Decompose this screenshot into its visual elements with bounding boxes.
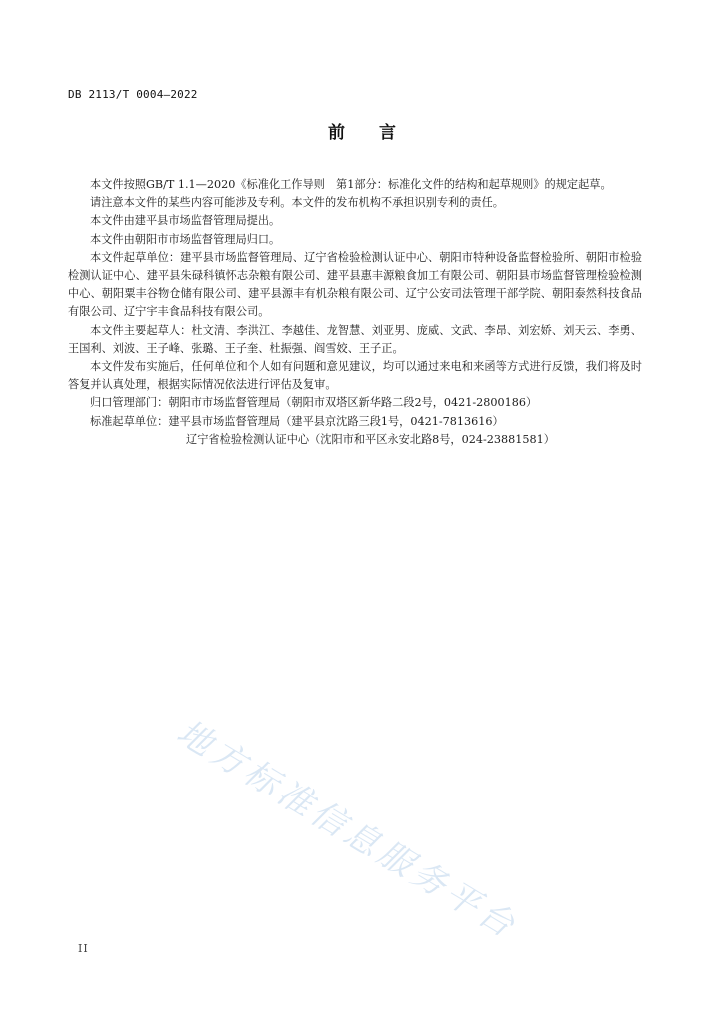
- paragraph-management-department: 归口管理部门：朝阳市市场监督管理局（朝阳市双塔区新华路二段2号，0421-2800186）: [90, 396, 538, 410]
- paragraph-patent-notice: 请注意本文件的某些内容可能涉及专利。本文件的发布机构不承担识别专利的责任。: [90, 196, 504, 210]
- paragraph-main-drafters: 本文件主要起草人：杜文清、李洪江、李越佳、龙智慧、刘亚男、庞威、文武、李昂、刘宏娇、刘天云、李勇、王国利、刘波、王子峰、张璐、王子奎、杜振强、阎雪姣、王子正。: [68, 323, 642, 355]
- paragraph-drafting-unit-contact: 标准起草单位：建平县市场监督管理局（建平县京沈路三段1号，0421-7813616）: [90, 414, 504, 428]
- document-code: DB 2113/T 0004—2022: [68, 88, 198, 101]
- watermark: 地方标准信息服务平台: [169, 712, 525, 948]
- document-body: [68, 176, 642, 449]
- page-number: II: [78, 942, 89, 955]
- paragraph-drafting-basis: 本文件按照GB/T 1.1—2020《标准化工作导则 第1部分：标准化文件的结构和起草规则》的规定起草。: [90, 178, 612, 191]
- paragraph-drafting-units: 本文件起草单位：建平县市场监督管理局、辽宁省检验检测认证中心、朝阳市特种设备监督检验所、朝阳市检验检测认证中心、建平县朱碌科镇怀志杂粮有限公司、建平县惠丰源粮食加工有限公司、朝阳县市场监督管理检验检测中心、朝阳粟丰谷物仓储有限公司、建平县源丰有机杂粮有限公司、辽宁公安司法管理干部学院、朝阳泰然科技食品有限公司、辽宁宇丰食品科技有限公司。: [68, 250, 642, 319]
- page-title: 前言: [328, 123, 430, 143]
- paragraph-drafting-unit-contact-continued: 辽宁省检验检测认证中心（沈阳市和平区永安北路8号，024-23881581）: [186, 432, 555, 446]
- paragraph-administrator: 本文件由朝阳市市场监督管理局归口。: [90, 232, 281, 246]
- paragraph-feedback: 本文件发布实施后，任何单位和个人如有问题和意见建议，均可以通过来电和来函等方式进行反馈，我们将及时答复并认真处理，根据实际情况依法进行评估及复审。: [68, 360, 642, 392]
- paragraph-proposer: 本文件由建平县市场监督管理局提出。: [90, 214, 281, 228]
